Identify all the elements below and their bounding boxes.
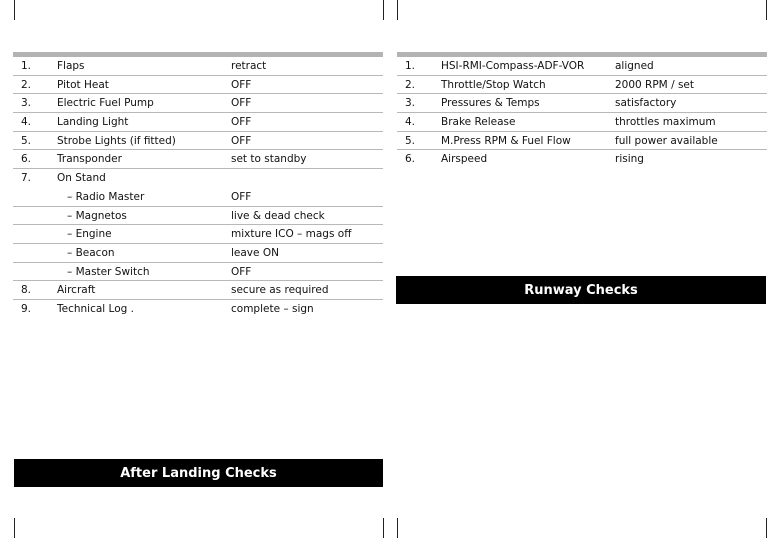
item-label: On Stand [57,172,106,185]
item-value: live & dead check [231,209,325,222]
checklist-row [397,113,767,132]
item-number: 7. [21,172,32,185]
checklist-row [13,169,383,188]
crop-mark [766,518,767,538]
item-number: 1. [21,60,32,72]
checklist-row [13,94,383,113]
item-number: 6. [21,153,32,166]
checklist-row [397,94,767,113]
item-label: Pitot Heat [57,78,109,91]
item-value: complete – sign [231,302,314,315]
crop-mark [383,0,384,20]
item-value: set to standby [231,153,307,166]
crop-mark [14,518,15,538]
item-label: Throttle/Stop Watch [441,78,546,91]
checklist-row [13,150,383,169]
item-value: OFF [231,97,252,110]
item-value: secure as required [231,284,329,297]
subitem-label: – Magnetos [67,209,127,222]
item-number: 4. [405,116,416,129]
runway-checks-banner: Runway Checks [396,276,766,304]
item-value: OFF [231,265,252,278]
item-label: Electric Fuel Pump [57,97,154,110]
item-label: Transponder [57,153,122,166]
item-value: OFF [231,134,252,147]
item-label: Strobe Lights (if fitted) [57,134,176,147]
checklist-subrow [13,225,383,244]
crop-mark [383,518,384,538]
item-label: Pressures & Temps [441,97,540,110]
item-value: rising [615,153,644,166]
item-value: OFF [231,78,252,91]
item-number: 3. [21,97,32,110]
item-number: 2. [405,78,416,91]
after-landing-checks-banner: After Landing Checks [14,459,383,487]
item-label: Brake Release [441,116,516,129]
item-label: Airspeed [441,153,488,166]
item-number: 8. [21,284,32,297]
item-label: Aircraft [57,284,96,297]
item-number: 5. [405,134,416,147]
checklist-row [13,132,383,151]
item-number: 3. [405,97,416,110]
checklist-row [13,113,383,132]
item-label: Landing Light [57,116,129,129]
checklist-row [397,132,767,151]
item-number: 6. [405,153,416,166]
item-value: mixture ICO – mags off [231,228,352,241]
checklist-subrow [13,207,383,226]
item-value: leave ON [231,246,279,259]
item-label: Flaps [57,60,85,72]
after-landing-checklist [13,52,383,319]
item-number: 9. [21,302,32,315]
checklist-row [13,57,383,76]
crop-mark [397,518,398,538]
item-value: aligned [615,60,654,72]
item-value: 2000 RPM / set [615,78,695,91]
item-number: 4. [21,116,32,129]
crop-mark [14,0,15,20]
item-value: throttles maximum [615,116,716,129]
runway-checklist [397,52,767,169]
checklist-row [397,57,767,76]
item-number: 2. [21,78,32,91]
crop-mark [397,0,398,20]
checklist-subrow [13,244,383,263]
item-value: satisfactory [615,97,677,110]
subitem-label: – Radio Master [67,190,145,203]
item-number: 5. [21,134,32,147]
item-value: OFF [231,116,252,129]
item-value: OFF [231,190,252,203]
item-number: 1. [405,60,416,72]
checklist-subrow [13,263,383,282]
checklist-row [13,300,383,319]
crop-mark [766,0,767,20]
subitem-label: – Engine [67,228,112,241]
checklist-row [397,76,767,95]
subitem-label: – Master Switch [67,265,150,278]
item-value: retract [231,60,267,72]
checklist-row [13,281,383,300]
item-label: HSI-RMI-Compass-ADF-VOR [441,60,585,72]
item-label: Technical Log . [57,302,134,315]
checklist-subrow [13,188,383,207]
subitem-label: – Beacon [67,246,115,259]
checklist-row [397,150,767,169]
item-label: M.Press RPM & Fuel Flow [441,134,571,147]
checklist-row [13,76,383,95]
item-value: full power available [615,134,718,147]
